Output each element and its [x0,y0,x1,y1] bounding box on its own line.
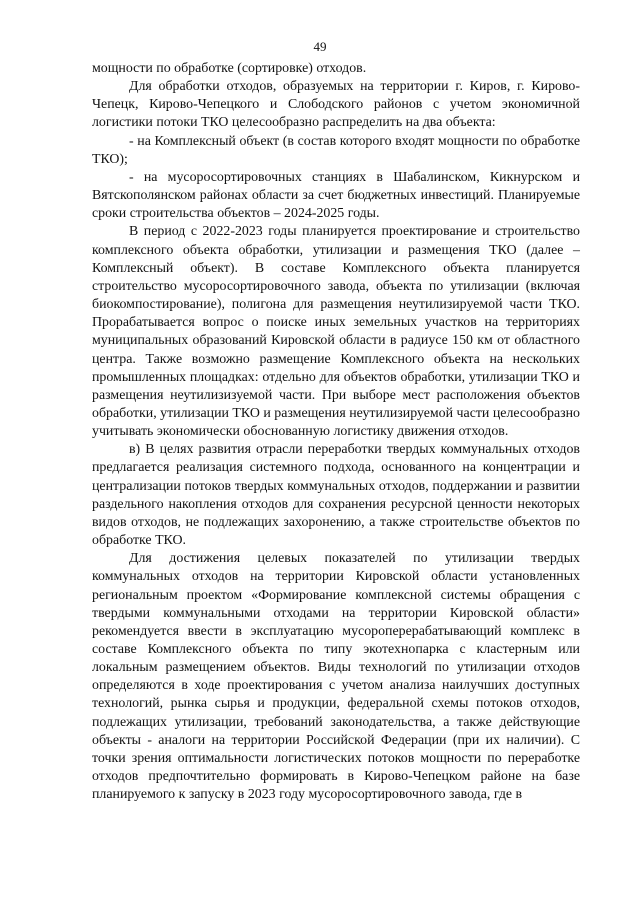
paragraph-design-period: В период с 2022-2023 годы планируется проектирование и строительство комплексного объекта обработки, утилизации и размещения ТКО (далее – Комплексный объект). В составе Комплексного объекта планируется строительство мусоросортировочного завода, объекта по утилизации (включая биокомпостирование), полигона для размещения неутилизируемой части ТКО. Прорабатывается вопрос о поиске иных земельных участков на территориях муниципальных образований Кировской области в радиусе 150 км от областного центра. Также возможно размещение Комплексного объекта на нескольких промышленных площадках: отдельно для объектов обработки, утилизации ТКО и размещения неутилизизуемой части. При выборе мест расположения объектов обработки, утилизации ТКО и размещения неутилизируемой части целесообразно учитывать экономически обоснованную логистику движения отходов. [92,224,580,440]
document-body [92,60,580,804]
page-number: 49 [313,39,327,54]
list-item-sorting-stations: - на мусоросортировочных станциях в Шабалинском, Кикнурском и Вятскополянском районах области за счет бюджетных инвестиций. Планируемые сроки строительства объектов – 2024-2025 годы. [92,169,580,222]
paragraph-target-indicators: Для достижения целевых показателей по утилизации твердых коммунальных отходов на территории Кировской области установленных региональным проектом «Формирование комплексной системы обращения с твердыми коммунальными отходами на территории Кировской области» рекомендуется ввести в эксплуатацию мусороперерабатывающий комплекс в составе Комплексного объекта по типу экотехнопарка с кластерным или локальным размещением объектов. Виды технологий по утилизации отходов определяются в ходе проектирования с учетом анализа наилучших доступных технологий, рынка сырья и продукции, федеральной схемы потоков отходов, подлежащих утилизации, требований законодательства, а также действующие объекты - аналоги на территории Российской Федерации (при их наличии). С точки зрения оптимальности логистических потоков мощности по переработке отходов предпочтительно формировать в Кирово-Чепецком районе на базе планируемого к запуску в 2023 году мусоросортировочного завода, где в [92,551,580,803]
list-item-complex-object: - на Комплексный объект (в состав которого входят мощности по обработке ТКО); [92,133,580,167]
paragraph-continuation: мощности по обработке (сортировке) отходов. [92,61,367,76]
paragraph-waste-distribution: Для обработки отходов, образуемых на территории г. Киров, г. Кирово-Чепецк, Кирово-Чепецкого и Слободского районов с учетом экономичной логистики потоки ТКО целесообразно распределить на два объекта: [92,79,580,131]
paragraph-system-approach: в) В целях развития отрасли переработки твердых коммунальных отходов предлагается реализация системного подхода, основанного на концентрации и централизации потоков твердых коммунальных отходов, поддержании и развитии раздельного накопления отходов для сохранения ресурсной ценности некоторых видов отходов, не подлежащих захоронению, а также строительстве объектов по обработке ТКО. [92,442,580,549]
